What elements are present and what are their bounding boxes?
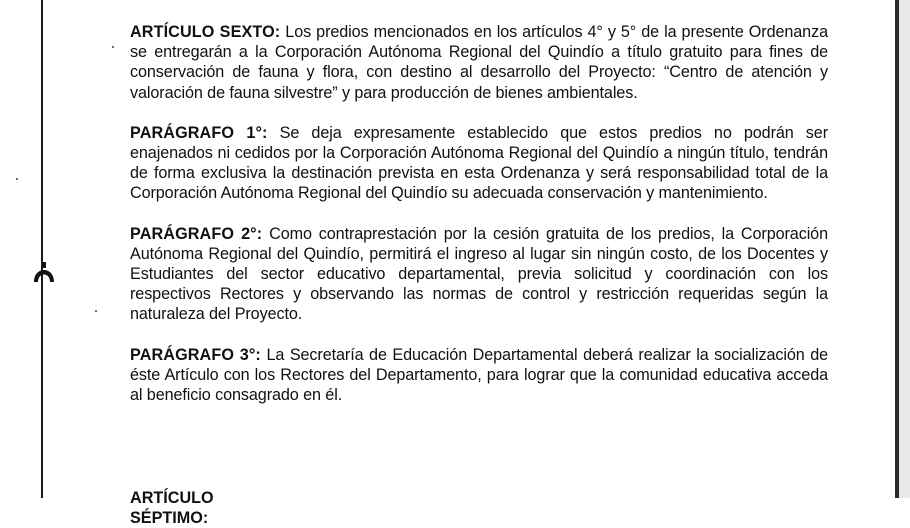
scan-speck <box>16 178 18 180</box>
paragraph-one-heading: PARÁGRAFO 1°: <box>130 123 268 142</box>
scan-margin <box>899 0 910 498</box>
document-body <box>130 22 828 405</box>
next-article-heading-cropped: ARTÍCULO SÉPTIMO: <box>130 489 214 527</box>
binder-hole-icon <box>33 258 55 284</box>
page-left-edge <box>41 0 43 498</box>
paragraph-two <box>130 224 828 325</box>
scan-speck <box>112 46 114 48</box>
article-six <box>130 22 828 103</box>
paragraph-three-text: La Secretaría de Educación Departamental deberá realizar la socialización de éste Artículo con los Rectores del Departamento, para lograr que la comunidad educativa acceda al beneficio consagrado en él. <box>130 345 829 405</box>
paragraph-one-text: Se deja expresamente establecido que estos predios no podrán ser enajenados ni cedidos por la Corporación Autónoma Regional del Quindío a ningún título, tendrán de forma exclusiva la destinación prevista en esta Ordenanza y será responsabilidad total de la Corporación Autónoma Regional del Quindío su adecuada conservación y mantenimiento. <box>130 123 828 203</box>
paragraph-two-text: Como contraprestación por la cesión gratuita de los predios, la Corporación Autónoma Regional del Quindío, permitirá el ingreso al lugar sin ningún costo, de los Docentes y Estudiantes del sector educativo departamental, previa solicitud y coordinación con los respectivos Rectores y observando las normas de control y restricción requeridas según la naturaleza del Proyecto. <box>130 224 828 324</box>
article-six-text: Los predios mencionados en los artículos 4° y 5° de la presente Ordenanza se entregarán a la Corporación Autónoma Regional del Quindío a título gratuito para fines de conservación de fauna y flora, con destino al desarrollo del Proyecto: “Centro de atención y valoración de fauna silvestre” y para producción de bienes ambientales. <box>130 23 828 102</box>
scan-speck <box>95 310 97 312</box>
paragraph-two-heading: PARÁGRAFO 2°: <box>130 224 263 243</box>
article-six-heading: ARTÍCULO SEXTO: <box>130 23 281 41</box>
paragraph-three-heading: PARÁGRAFO 3°: <box>130 345 261 364</box>
paragraph-one <box>130 123 828 204</box>
paragraph-three <box>130 345 828 406</box>
